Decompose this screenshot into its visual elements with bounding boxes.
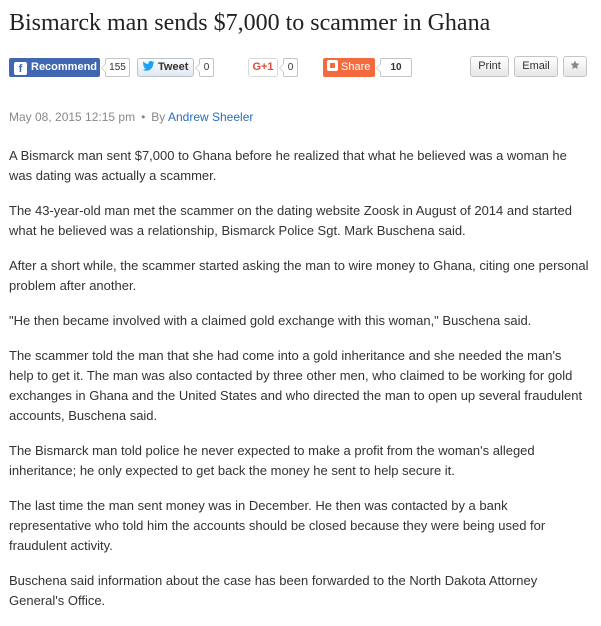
google-plus-count: 0 bbox=[283, 58, 298, 77]
article-byline bbox=[9, 110, 253, 124]
facebook-count: 155 bbox=[105, 58, 130, 77]
article-paragraph: The last time the man sent money was in December. He then was contacted by a bank representative who told him the accounts should be closed because they were being used for fraudulent activity. bbox=[9, 498, 546, 553]
email-button[interactable]: Email bbox=[514, 56, 558, 77]
tweet-button[interactable] bbox=[137, 58, 194, 77]
article-paragraph: After a short while, the scammer started asking the man to wire money to Ghana, citing one personal problem after another. bbox=[9, 258, 589, 293]
share-square-icon bbox=[327, 60, 338, 71]
facebook-f-icon: f bbox=[14, 62, 27, 75]
byline-separator: • bbox=[141, 110, 146, 124]
google-plus-one-button[interactable]: G+1 bbox=[248, 58, 278, 77]
author-link[interactable]: Andrew Sheeler bbox=[167, 110, 254, 124]
article-paragraph: The Bismarck man told police he never expected to make a profit from the woman's alleged inheritance; he only expected to get back the money he sent to help secure it. bbox=[9, 443, 535, 478]
article-paragraph: Buschena said information about the case has been forwarded to the North Dakota Attorney General's Office. bbox=[9, 573, 538, 608]
article-headline: Bismarck man sends $7,000 to scammer in Ghana bbox=[9, 10, 491, 36]
share-count: 10 bbox=[380, 58, 412, 77]
share-button[interactable] bbox=[323, 58, 375, 77]
publish-date: May 08, 2015 12:15 pm bbox=[9, 110, 136, 124]
article-paragraph: The scammer told the man that she had come into a gold inheritance and she needed the man's help to get it. The man was also contacted by three other men, who claimed to be working for gold exchanges in Ghana and the United States and who directed the man to open up several fraudulent accounts, Buschena said. bbox=[9, 348, 583, 423]
tweet-label: Tweet bbox=[158, 61, 189, 73]
print-button[interactable]: Print bbox=[470, 56, 509, 77]
share-label: Share bbox=[341, 61, 371, 73]
favorite-button[interactable] bbox=[563, 56, 587, 77]
article-paragraph: "He then became involved with a claimed gold exchange with this woman," Buschena said. bbox=[9, 313, 532, 328]
byline-by: By bbox=[151, 110, 166, 124]
tweet-count: 0 bbox=[199, 58, 214, 77]
facebook-recommend-label: Recommend bbox=[31, 61, 98, 73]
article-paragraph: A Bismarck man sent $7,000 to Ghana before he realized that what he believed was a woman he was dating was actually a scammer. bbox=[9, 148, 567, 183]
facebook-recommend-button[interactable] bbox=[9, 58, 100, 77]
article-paragraph: The 43-year-old man met the scammer on the dating website Zoosk in August of 2014 and started what he believed was a relationship, Bismarck Police Sgt. Mark Buschena said. bbox=[9, 203, 572, 238]
star-icon bbox=[570, 60, 580, 70]
twitter-bird-icon bbox=[142, 61, 155, 71]
share-toolbar bbox=[9, 58, 593, 78]
article-body bbox=[9, 146, 589, 626]
